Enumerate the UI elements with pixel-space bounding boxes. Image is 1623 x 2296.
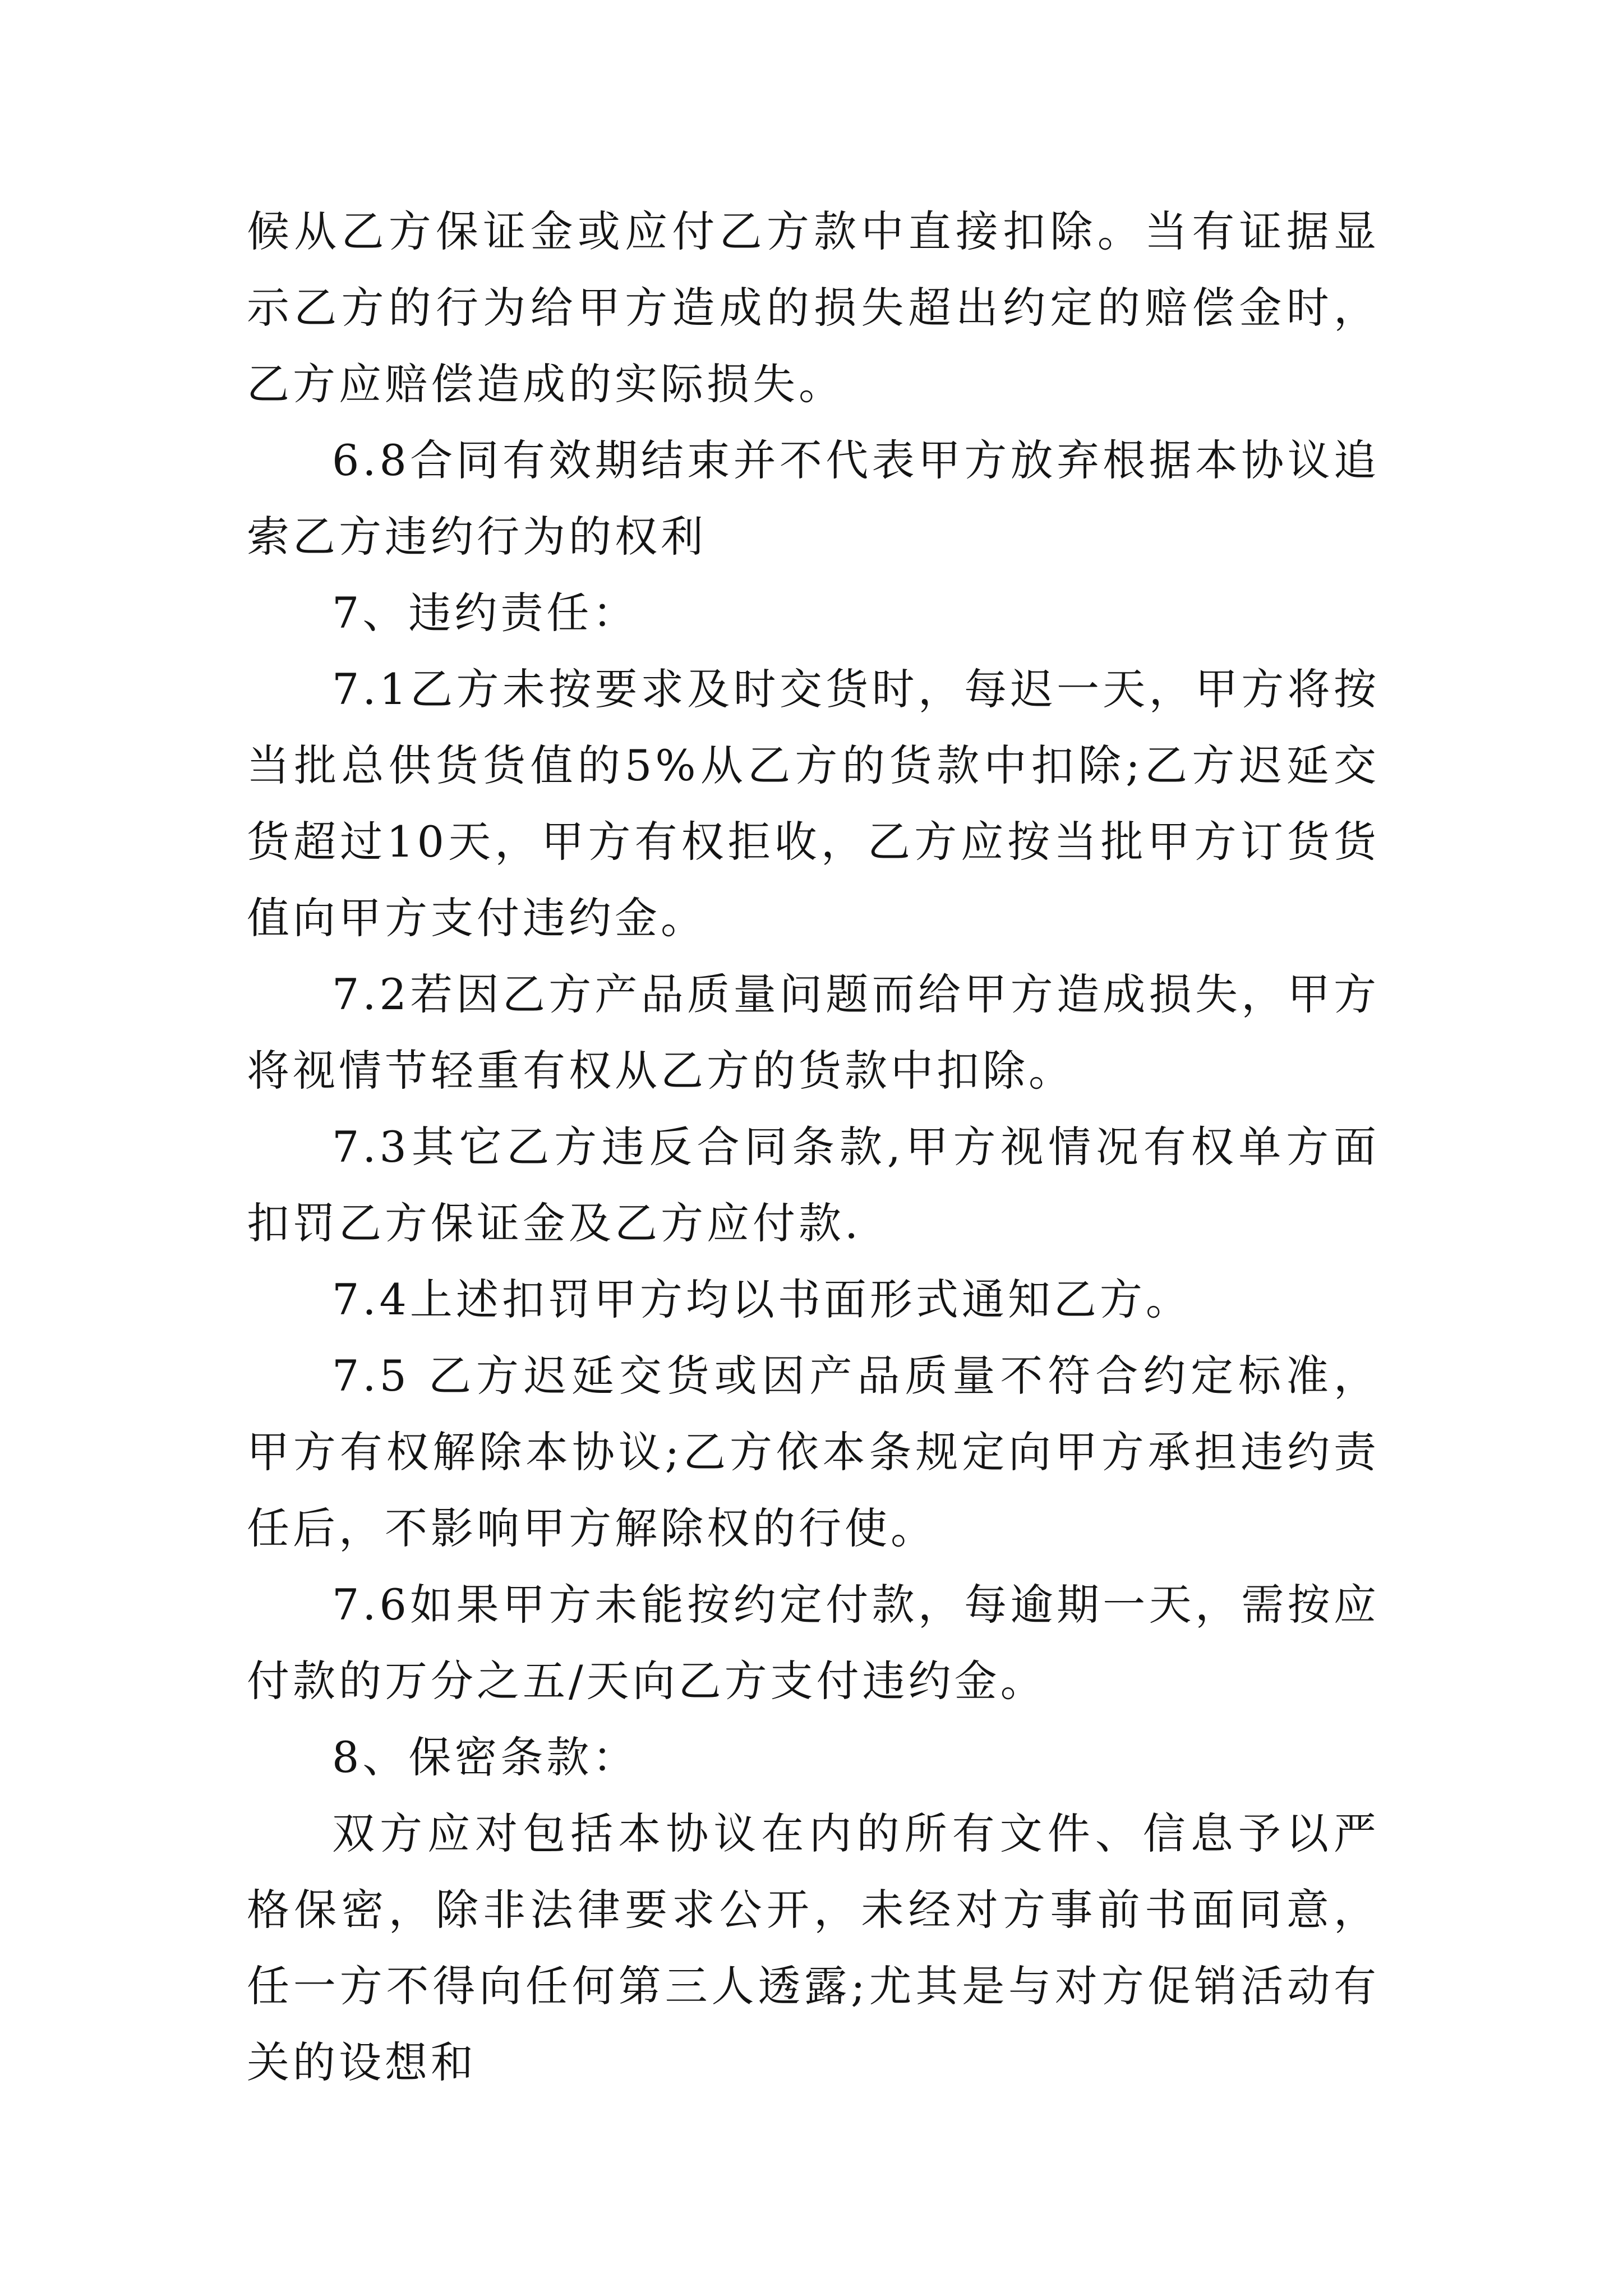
paragraph-7-6: 7.6如果甲方未能按约定付款，每逾期一天，需按应付款的万分之五/天向乙方支付违约金。 bbox=[247, 1580, 1380, 1706]
paragraph-7-2: 7.2若因乙方产品质量问题而给甲方造成损失，甲方将视情节轻重有权从乙方的货款中扣除。 bbox=[247, 969, 1380, 1096]
contract-body-text bbox=[247, 194, 1380, 2101]
paragraph-confidentiality: 双方应对包括本协议在内的所有文件、信息予以严格保密，除非法律要求公开，未经对方事前书面同意，任一方不得向任何第三人透露;尤其是与对方促销活动有关的设想和 bbox=[247, 1809, 1380, 2087]
paragraph-7-4: 7.4上述扣罚甲方均以书面形式通知乙方。 bbox=[332, 1274, 1192, 1324]
section-heading-8-confidentiality: 8、保密条款： bbox=[332, 1732, 639, 1782]
paragraph-7-1: 7.1乙方未按要求及时交货时，每迟一天，甲方将按当批总供货货值的5%从乙方的货款中扣除;乙方迟延交货超过10天，甲方有权拒收，乙方应按当批甲方订货货值向甲方支付违约金。 bbox=[247, 664, 1380, 943]
paragraph-7-5: 7.5 乙方迟延交货或因产品质量不符合约定标准，甲方有权解除本协议;乙方依本条规定向甲方承担违约责任后，不影响甲方解除权的行使。 bbox=[247, 1351, 1380, 1553]
section-heading-7-liability: 7、违约责任： bbox=[332, 588, 639, 638]
paragraph-7-3: 7.3其它乙方违反合同条款,甲方视情况有权单方面扣罚乙方保证金及乙方应付款. bbox=[247, 1122, 1380, 1248]
paragraph-6-8: 6.8合同有效期结束并不代表甲方放弃根据本协议追索乙方违约行为的权利 bbox=[247, 435, 1380, 562]
paragraph-continued-deduction: 候从乙方保证金或应付乙方款中直接扣除。当有证据显示乙方的行为给甲方造成的损失超出约定的赔偿金时，乙方应赔偿造成的实际损失。 bbox=[247, 206, 1380, 409]
